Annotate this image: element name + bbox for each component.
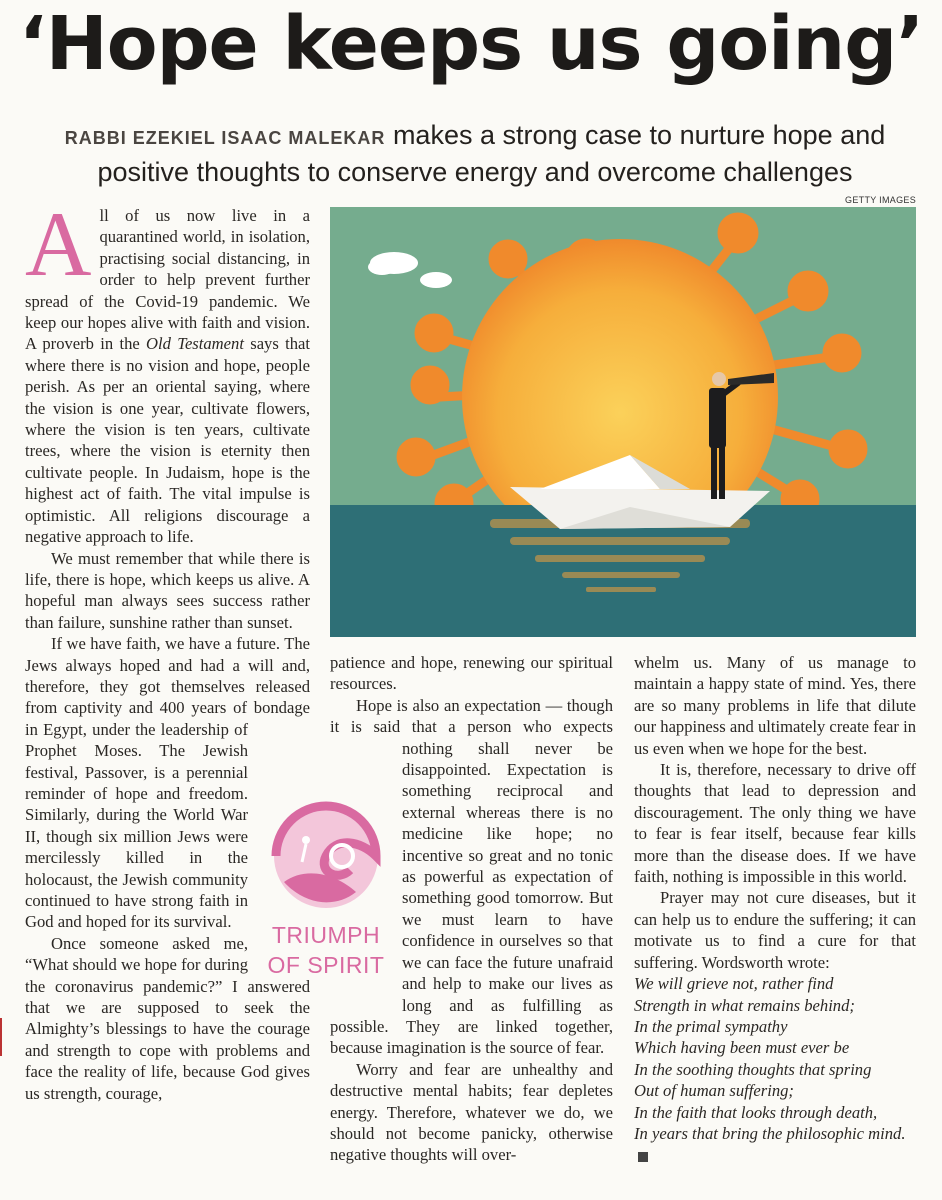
poem-line: Which having been must ever be [634,1038,850,1058]
poem-line: In the soothing thoughts that spring [634,1059,872,1079]
byline: RABBI EZEKIEL ISAAC MALEKAR [64,128,386,148]
column-3 [634,652,916,1166]
paragraph: whelm us. Many of us manage to maintain a happy state of mind. Yes, there are so many problems in life that dilute our happiness and ultimately create fear in us even when we hope for the best. [634,653,916,758]
dropcap: A [25,193,92,295]
paragraph: We must remember that while there is life, there is hope, which keeps us alive. A hopeful man always sees success rather than failure, sunshine rather than sunset. [25,548,310,632]
page-edge-marker [0,1018,2,1056]
triumph-of-spirit-logo [266,796,386,986]
wave-logo-icon [266,796,386,916]
text: In years that bring the philosophic mind. [634,1123,906,1143]
text: Hope is also an expectation — though it is said that a person who expects nothing shall never be disappointed. Expectation is something reciprocal and external whereas there is no medicine like hope; no incentive so great and no tonic as powerful as expectation of something good tomorrow. But we must learn to have confidence in ourselves so that we can face the future unafraid and help to make our lives as long and as fulfilling as possible. They are linked together, because imagination is the source of fear. [330,695,613,1058]
poem-line: We will grieve not, rather find [634,974,834,994]
paragraph: Prayer may not cure diseases, but it can help us to endure the suffering; it can motivate us to find a cure for that suffering. Wordsworth wrote: [634,888,916,972]
deck-text: makes a strong case to nurture hope and positive thoughts to conserve energy and overcome challenges [97,120,886,187]
poem-line: In the primal sympathy [634,1016,788,1036]
deck [40,118,910,189]
paragraph: Once someone asked me, “What should we hope for during the coronavirus pandemic?” I answered that we are supposed to seek the Almighty’s blessings to have the courage and strength to cope with problems and face the reality of life, because God gives us strength, courage, [25,933,310,1103]
end-mark-icon [638,1152,648,1162]
paragraph: It is, therefore, necessary to drive off thoughts that lead to depression and discouragement. The only thing we have to fear is fear itself, because fear kills more than the disease does. If we have faith, nothing is impossible in this world. [634,760,916,887]
logo-line-1: TRIUMPH [271,922,381,948]
paragraph: Worry and fear are unhealthy and destructive mental habits; fear depletes energy. Therefore, whatever we do, we should not become panicky, otherwise negative thoughts will over- [330,1059,613,1165]
paragraph: patience and hope, renewing our spiritual resources. [330,653,613,694]
poem-line: Strength in what remains behind; [634,995,855,1015]
text: ll of us now live in a quarantined world, in isolation, practising social distancing, in order to help prevent further spread of the Covid-19 pandemic. We keep our hopes alive with faith and vision. A proverb in the [25,206,310,354]
poem [634,973,916,1166]
text: If we have faith, we have a future. The Jews always hoped and had a will and, therefore, they got themselves released from captivity and 400 years of bondage in Egypt, under the leadership of Prophet Moses. The Jewish festival, Passover, is a perennial reminder of hope and freedom. Similarly, during the World War II, though six million Jews were mercilessly killed in the holocaust, the Jewish community continued to have strong faith in God and hoped for its survival. [25,634,310,932]
text-italic: Old Testament [146,334,244,354]
poem-line: Out of human suffering; [634,1081,794,1101]
photo-credit: GETTY IMAGES [845,195,916,205]
text: says that where there is no vision and hope, people perish. As per an oriental saying, where the vision is one year, cultivate flowers, where the vision is ten years, cultivate trees, where the vision is eternity then cultivate people. In Judaism, hope is the highest act of faith. The vital impulse is optimistic. All religions discourage a negative approach to life. [25,334,310,547]
illustration-svg [330,207,916,637]
logo-line-2: OF SPIRIT [267,952,385,978]
paragraph [25,193,310,548]
headline: ‘Hope keeps us going’ [18,1,924,87]
illustration [330,207,916,637]
poem-line: In the faith that looks through death, [634,1102,878,1122]
poem-line [634,1123,916,1166]
logo-caption [266,920,386,980]
